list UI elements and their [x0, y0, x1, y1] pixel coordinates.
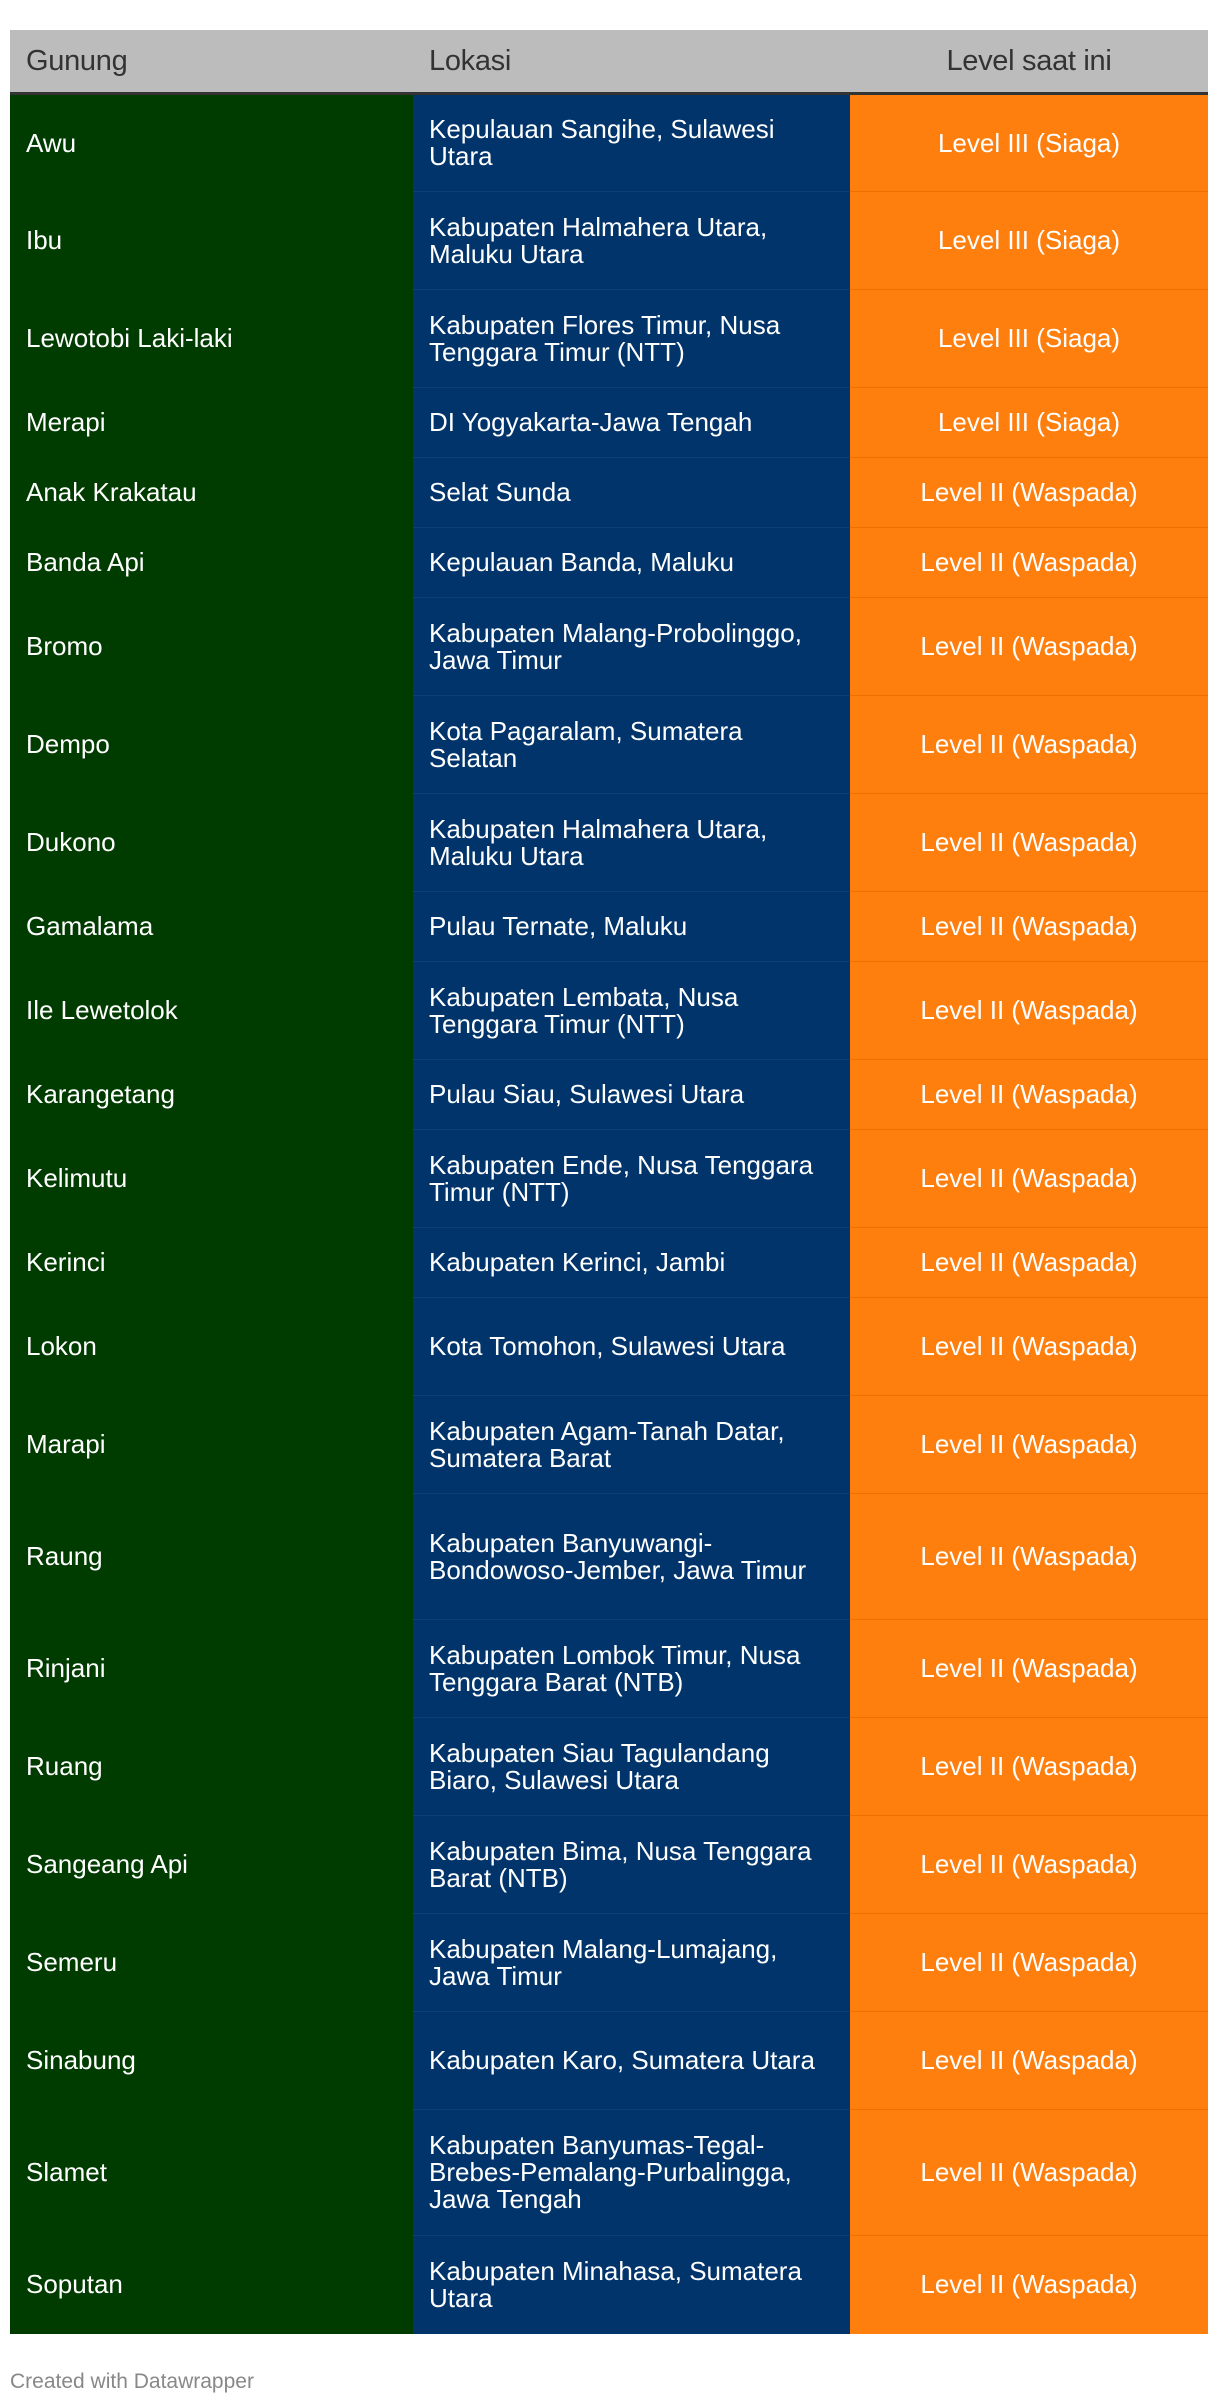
- table-row: [10, 598, 1208, 696]
- cell-lokasi: Kabupaten Agam-Tanah Datar, Sumatera Barat: [413, 1396, 850, 1494]
- cell-lokasi: Kota Pagaralam, Sumatera Selatan: [413, 696, 850, 794]
- cell-level: Level II (Waspada): [850, 962, 1208, 1060]
- cell-lokasi: Kabupaten Karo, Sumatera Utara: [413, 2012, 850, 2110]
- cell-lokasi: Kabupaten Malang-Lumajang, Jawa Timur: [413, 1914, 850, 2012]
- cell-lokasi: Kabupaten Lembata, Nusa Tenggara Timur (NTT): [413, 962, 850, 1060]
- cell-gunung: Awu: [10, 94, 413, 192]
- header-gunung[interactable]: Gunung: [10, 30, 413, 94]
- cell-gunung: Gamalama: [10, 892, 413, 962]
- cell-lokasi: Kabupaten Siau Tagulandang Biaro, Sulawesi Utara: [413, 1718, 850, 1816]
- cell-lokasi: Kabupaten Malang-Probolinggo, Jawa Timur: [413, 598, 850, 696]
- cell-gunung: Soputan: [10, 2236, 413, 2334]
- cell-gunung: Merapi: [10, 388, 413, 458]
- cell-lokasi: Kabupaten Bima, Nusa Tenggara Barat (NTB): [413, 1816, 850, 1914]
- cell-level: Level II (Waspada): [850, 2110, 1208, 2236]
- table-row: [10, 388, 1208, 458]
- table-row: [10, 2110, 1208, 2236]
- table-row: [10, 1228, 1208, 1298]
- table-row: [10, 1718, 1208, 1816]
- table-row: [10, 1060, 1208, 1130]
- cell-level: Level II (Waspada): [850, 1494, 1208, 1620]
- cell-level: Level III (Siaga): [850, 94, 1208, 192]
- table-row: [10, 962, 1208, 1060]
- cell-level: Level II (Waspada): [850, 528, 1208, 598]
- cell-level: Level III (Siaga): [850, 192, 1208, 290]
- cell-lokasi: Kabupaten Lombok Timur, Nusa Tenggara Barat (NTB): [413, 1620, 850, 1718]
- cell-gunung: Dukono: [10, 794, 413, 892]
- cell-lokasi: Kabupaten Ende, Nusa Tenggara Timur (NTT): [413, 1130, 850, 1228]
- table-row: [10, 458, 1208, 528]
- table-header: [10, 30, 1208, 94]
- cell-gunung: Slamet: [10, 2110, 413, 2236]
- cell-level: Level II (Waspada): [850, 1060, 1208, 1130]
- cell-gunung: Kelimutu: [10, 1130, 413, 1228]
- cell-gunung: Lewotobi Laki-laki: [10, 290, 413, 388]
- cell-lokasi: Kabupaten Kerinci, Jambi: [413, 1228, 850, 1298]
- table-row: [10, 1620, 1208, 1718]
- table-row: [10, 1298, 1208, 1396]
- cell-gunung: Anak Krakatau: [10, 458, 413, 528]
- table-row: [10, 696, 1208, 794]
- cell-lokasi: Kabupaten Halmahera Utara, Maluku Utara: [413, 192, 850, 290]
- cell-gunung: Ile Lewetolok: [10, 962, 413, 1060]
- table-row: [10, 1396, 1208, 1494]
- header-lokasi[interactable]: Lokasi: [413, 30, 850, 94]
- cell-level: Level II (Waspada): [850, 458, 1208, 528]
- cell-level: Level II (Waspada): [850, 892, 1208, 962]
- header-row: [10, 30, 1208, 94]
- cell-level: Level II (Waspada): [850, 598, 1208, 696]
- table-row: [10, 1914, 1208, 2012]
- cell-level: Level II (Waspada): [850, 1816, 1208, 1914]
- table-row: [10, 892, 1208, 962]
- table-row: [10, 528, 1208, 598]
- cell-gunung: Sangeang Api: [10, 1816, 413, 1914]
- cell-gunung: Rinjani: [10, 1620, 413, 1718]
- cell-lokasi: Kabupaten Minahasa, Sumatera Utara: [413, 2236, 850, 2334]
- table-row: [10, 94, 1208, 192]
- cell-lokasi: DI Yogyakarta-Jawa Tengah: [413, 388, 850, 458]
- cell-level: Level II (Waspada): [850, 2236, 1208, 2334]
- volcano-status-table: [10, 30, 1208, 2334]
- cell-lokasi: Kota Tomohon, Sulawesi Utara: [413, 1298, 850, 1396]
- header-level[interactable]: Level saat ini: [850, 30, 1208, 94]
- cell-lokasi: Kepulauan Banda, Maluku: [413, 528, 850, 598]
- cell-level: Level II (Waspada): [850, 794, 1208, 892]
- cell-lokasi: Kabupaten Flores Timur, Nusa Tenggara Timur (NTT): [413, 290, 850, 388]
- cell-level: Level II (Waspada): [850, 1130, 1208, 1228]
- cell-gunung: Banda Api: [10, 528, 413, 598]
- cell-lokasi: Kabupaten Halmahera Utara, Maluku Utara: [413, 794, 850, 892]
- table-row: [10, 1494, 1208, 1620]
- cell-gunung: Raung: [10, 1494, 413, 1620]
- table-body: [10, 94, 1208, 2334]
- cell-lokasi: Pulau Siau, Sulawesi Utara: [413, 1060, 850, 1130]
- cell-gunung: Kerinci: [10, 1228, 413, 1298]
- table-row: [10, 2012, 1208, 2110]
- cell-level: Level II (Waspada): [850, 696, 1208, 794]
- cell-level: Level II (Waspada): [850, 1620, 1208, 1718]
- cell-level: Level II (Waspada): [850, 1718, 1208, 1816]
- table-row: [10, 794, 1208, 892]
- cell-gunung: Semeru: [10, 1914, 413, 2012]
- cell-gunung: Lokon: [10, 1298, 413, 1396]
- cell-gunung: Ruang: [10, 1718, 413, 1816]
- volcano-status-table-wrapper: [10, 30, 1208, 2334]
- datawrapper-credit[interactable]: Created with Datawrapper: [10, 2370, 254, 2393]
- cell-gunung: Dempo: [10, 696, 413, 794]
- cell-level: Level III (Siaga): [850, 290, 1208, 388]
- cell-gunung: Ibu: [10, 192, 413, 290]
- cell-lokasi: Kepulauan Sangihe, Sulawesi Utara: [413, 94, 850, 192]
- cell-gunung: Karangetang: [10, 1060, 413, 1130]
- cell-lokasi: Pulau Ternate, Maluku: [413, 892, 850, 962]
- table-row: [10, 290, 1208, 388]
- table-row: [10, 1130, 1208, 1228]
- cell-lokasi: Kabupaten Banyumas-Tegal-Brebes-Pemalang-Purbalingga, Jawa Tengah: [413, 2110, 850, 2236]
- table-row: [10, 1816, 1208, 1914]
- cell-lokasi: Selat Sunda: [413, 458, 850, 528]
- cell-level: Level II (Waspada): [850, 1298, 1208, 1396]
- cell-gunung: Bromo: [10, 598, 413, 696]
- table-row: [10, 2236, 1208, 2334]
- cell-gunung: Sinabung: [10, 2012, 413, 2110]
- cell-level: Level II (Waspada): [850, 1396, 1208, 1494]
- cell-level: Level II (Waspada): [850, 2012, 1208, 2110]
- cell-lokasi: Kabupaten Banyuwangi-Bondowoso-Jember, Jawa Timur: [413, 1494, 850, 1620]
- cell-level: Level II (Waspada): [850, 1228, 1208, 1298]
- cell-gunung: Marapi: [10, 1396, 413, 1494]
- cell-level: Level II (Waspada): [850, 1914, 1208, 2012]
- cell-level: Level III (Siaga): [850, 388, 1208, 458]
- table-row: [10, 192, 1208, 290]
